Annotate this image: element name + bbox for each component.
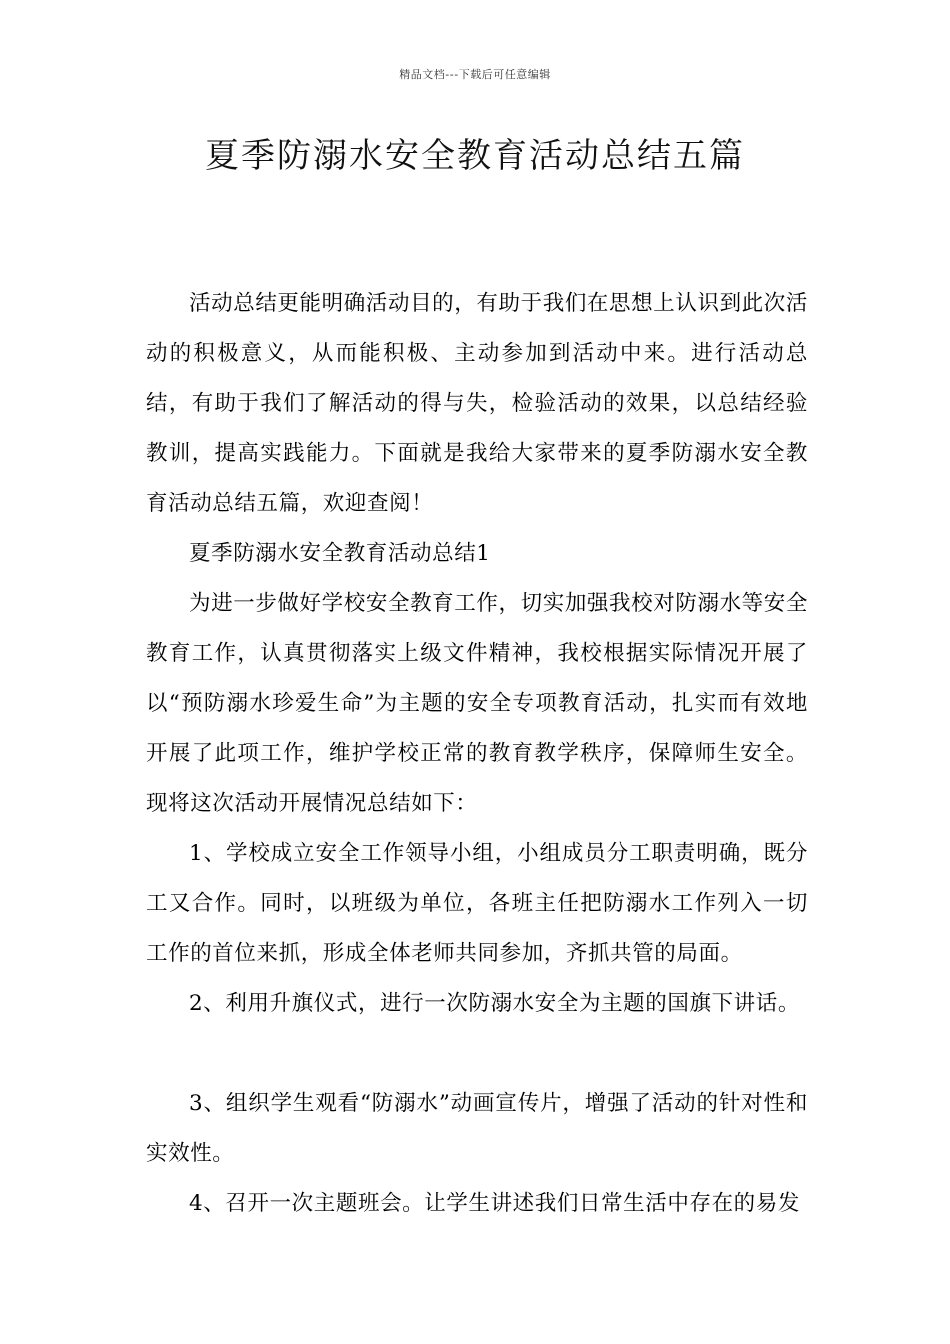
intro-paragraph: 活动总结更能明确活动目的，有助于我们在思想上认识到此次活动的积极意义，从而能积极、主动参加到活动中来。进行活动总结，有助于我们了解活动的得与失，检验活动的效果，以总结经验教训，提高实践能力。下面就是我给大家带来的夏季防溺水安全教育活动总结五篇，欢迎查阅！ bbox=[146, 291, 808, 516]
page-header-note: 精品文档---下载后可任意编辑 bbox=[399, 68, 551, 81]
list-item-1: 1、学校成立安全工作领导小组，小组成员分工职责明确，既分工又合作。同时，以班级为单位，各班主任把防溺水工作列入一切工作的首位来抓，形成全体老师共同参加，齐抓共管的局面。 bbox=[146, 841, 808, 966]
document-title: 夏季防溺水安全教育活动总结五篇 bbox=[205, 136, 745, 176]
body-paragraph: 为进一步做好学校安全教育工作，切实加强我校对防溺水等安全教育工作，认真贯彻落实上级文件精神，我校根据实际情况开展了以“预防溺水珍爱生命”为主题的安全专项教育活动，扎实而有效地开展了此项工作，维护学校正常的教育教学秩序，保障师生安全。现将这次活动开展情况总结如下： bbox=[146, 591, 808, 816]
section-heading: 夏季防溺水安全教育活动总结1 bbox=[189, 541, 491, 566]
list-item-4: 4、召开一次主题班会。让学生讲述我们日常生活中存在的易发 bbox=[189, 1191, 800, 1216]
list-item-2: 2、利用升旗仪式，进行一次防溺水安全为主题的国旗下讲话。 bbox=[189, 991, 800, 1016]
list-item-3: 3、组织学生观看“防溺水”动画宣传片，增强了活动的针对性和实效性。 bbox=[146, 1091, 808, 1166]
document-body bbox=[146, 279, 808, 1229]
